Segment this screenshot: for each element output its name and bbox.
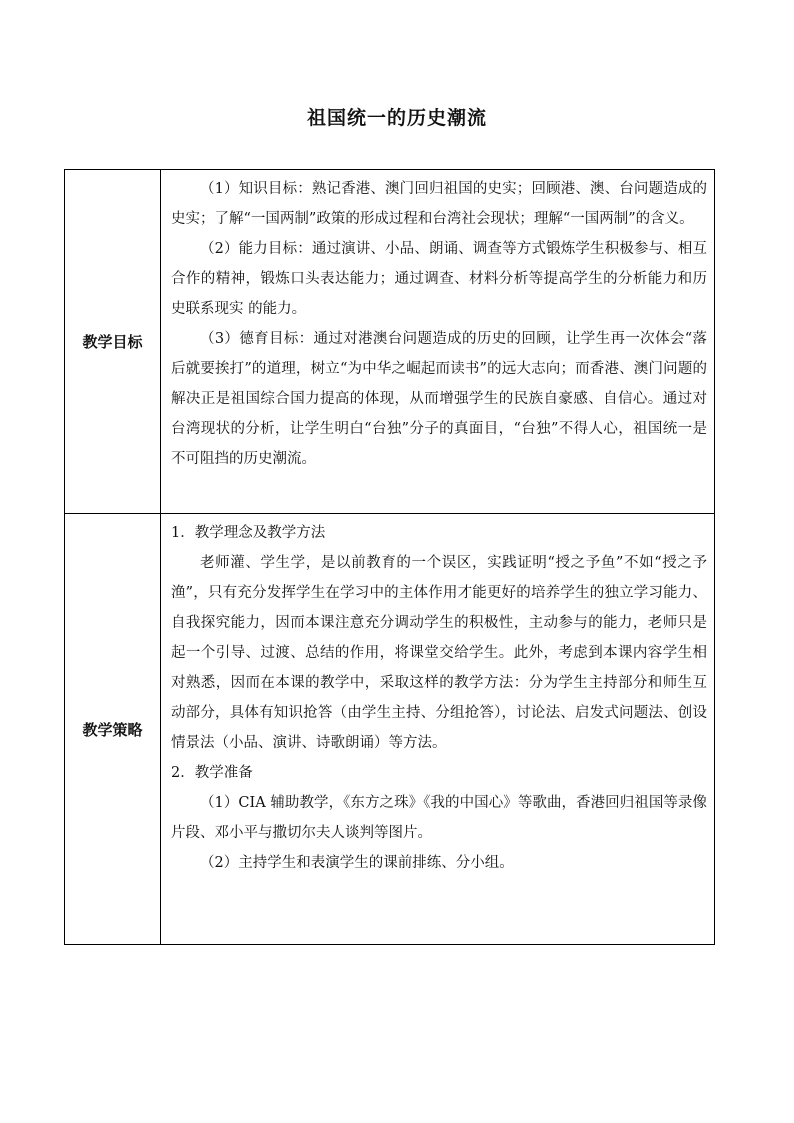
section-heading-methods: 1．教学理念及教学方法 [171, 525, 326, 541]
ability-objective: （2）能力目标：通过演讲、小品、朗诵、调查等方式锻炼学生积极参与、相互合作的精神，锻炼口头表达能力；通过调查、材料分析等提高学生的分析能力和历史联系现实 的能力。 [171, 241, 707, 317]
moral-objective: （3）德育目标：通过对港澳台问题造成的历史的回顾，让学生再一次体会“落后就要挨打”的道理，树立“为中华之崛起而读书”的远大志向；而香港、澳门问题的解决正是祖国综合国力提高的体现，从而增强学生的民族自豪感、自信心。通过对台湾现状的分析，让学生明白“台独”分子的真面目，“台独”不得人心，祖国统一是不可阻挡的历史潮流。 [171, 331, 707, 467]
lesson-plan-table [64, 169, 715, 945]
document-title: 祖国统一的历史潮流 [306, 107, 487, 129]
preparation-item-1: （1）CIA 辅助教学，《东方之珠》《我的中国心》等歌曲，香港回归祖国等录像片段、邓小平与撒切尔夫人谈判等图片。 [171, 795, 707, 841]
strategy-content [161, 514, 715, 945]
table-row [65, 170, 715, 514]
preparation-item-2: （2）主持学生和表演学生的课前排练、分小组。 [200, 855, 514, 871]
row-label-objectives: 教学目标 [65, 170, 161, 514]
methods-paragraph: 老师灌、学生学，是以前教育的一个误区，实践证明“授之予鱼”不如“授之予渔”，只有充分发挥学生在学习中的主体作用才能更好的培养学生的独立学习能力、自我探究能力，因而本课注意充分调动学生的积极性，主动参与的能力，老师只是起一个引导、过渡、总结的作用，将课堂交给学生。此外，考虑到本课内容学生相对熟悉，因而在本课的教学中，采取这样的教学方法：分为学生主持部分和师生互动部分，具体有知识抢答（由学生主持、分组抢答），讨论法、启发式问题法、创设情景法（小品、演讲、诗歌朗诵）等方法。 [171, 555, 707, 751]
knowledge-objective: （1）知识目标：熟记香港、澳门回归祖国的史实；回顾港、澳、台问题造成的史实；了解“一国两制”政策的形成过程和台湾社会现状；理解“一国两制”的含义。 [171, 181, 707, 227]
table-row [65, 514, 715, 945]
row-label-strategy: 教学策略 [65, 514, 161, 945]
section-heading-preparation: 2．教学准备 [171, 765, 253, 781]
objectives-content [161, 170, 715, 514]
